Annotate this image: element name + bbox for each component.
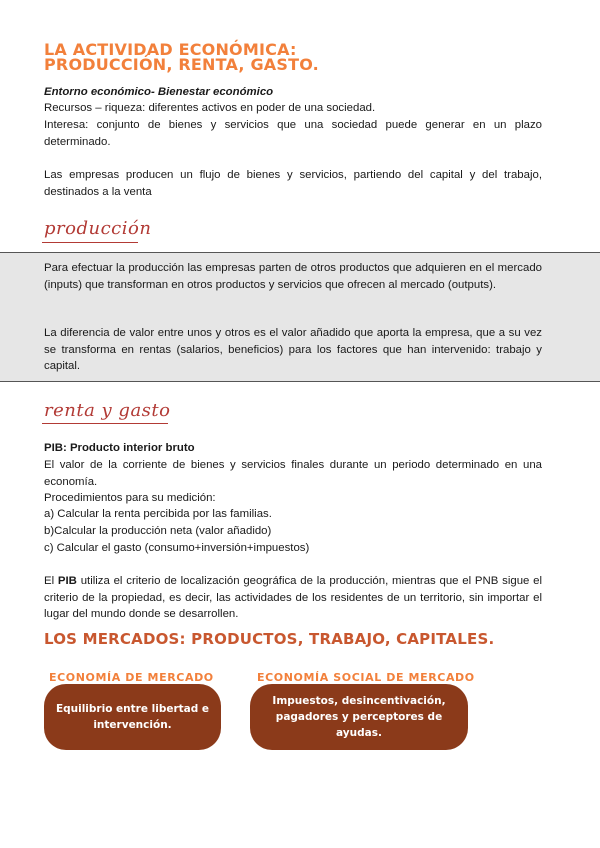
card-economia-social <box>250 684 468 750</box>
card-label-economia-social: ECONOMÍA SOCIAL DE MERCADO <box>257 671 475 684</box>
procedure-a: a) Calcular la renta percibida por las familias. <box>44 508 272 520</box>
pib-note-bold: PIB <box>57 575 77 587</box>
page-title <box>44 42 404 72</box>
card-text: Equilibrio entre libertad e intervención. <box>55 703 210 731</box>
pib-note <box>44 573 542 623</box>
intro-heading: Entorno económico- Bienestar económico <box>44 86 274 98</box>
pib-definition: El valor de la corriente de bienes y servicios finales durante un periodo determinado en una economía. <box>44 459 542 488</box>
section-heading-renta: renta y gasto <box>44 400 171 421</box>
produccion-paragraph-2: La diferencia de valor entre unos y otros es el valor añadido que aporta la empresa, que a su vez se transforma en rentas (salarios, beneficios) para los factores que han intervenido: trabajo y capital. <box>44 327 542 372</box>
heading-underline <box>42 242 138 243</box>
heading-underline <box>42 423 168 424</box>
produccion-paragraph-1: Para efectuar la producción las empresas parten de otros productos que adquieren en el mercado (inputs) que transforman en otros productos y servicios que ofrecen al mercado (outputs). <box>44 262 542 291</box>
intro-line-empresas: Las empresas producen un flujo de bienes y servicios, partiendo del capital y del trabajo, destinados a la venta <box>44 169 542 198</box>
pib-note-rest: utiliza el criterio de localización geográfica de la producción, mientras que el PNB sigue el criterio de la propiedad, es decir, las actividades de los residentes de un territorio, sin importar el lugar del mundo donde se desarrollen. <box>44 575 543 620</box>
page-title-line1: LA ACTIVIDAD ECONÓMICA: <box>44 40 297 59</box>
section-heading-produccion: producción <box>44 218 152 239</box>
section-heading-mercados: LOS MERCADOS: PRODUCTOS, TRABAJO, CAPITALES. <box>44 630 495 648</box>
procedures-title: Procedimientos para su medición: <box>44 492 216 504</box>
card-text: Impuestos, desincentivación, pagadores y perceptores de ayudas. <box>272 695 446 739</box>
pib-title: PIB: Producto interior bruto <box>44 442 195 454</box>
pib-note-prefix: El <box>44 575 58 587</box>
procedure-b: b)Calcular la producción neta (valor añadido) <box>44 525 272 537</box>
intro-line-interesa: Interesa: conjunto de bienes y servicios que una sociedad puede generar en un plazo determinado. <box>44 119 542 148</box>
procedure-c: c) Calcular el gasto (consumo+inversión+impuestos) <box>44 542 310 554</box>
card-economia-mercado <box>44 684 221 750</box>
intro-line-recursos: Recursos – riqueza: diferentes activos en poder de una sociedad. <box>44 102 376 114</box>
card-label-economia-mercado: ECONOMÍA DE MERCADO <box>49 671 214 684</box>
page-title-line2: PRODUCCIÓN, RENTA, GASTO. <box>44 55 319 74</box>
